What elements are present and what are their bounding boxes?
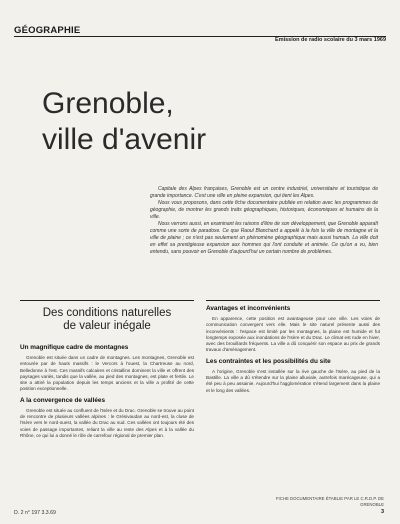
page-number: 3 xyxy=(380,509,384,515)
intro-paragraph: Nous verrons aussi, en examinant les raisons d'être de son développement, que Grenoble apparaît comme une sorte de paradoxe. Ce que Raoul Blanchard a appelé à la fois la ville de montagne et la ville de plaine ; ce n'est pas seulement un phénomène géographique mais aussi humain. La ville doit en effet sa prestigieuse expansion aux hommes qui l'ont conduite et animée. Ce qu'on a vu, bien entendu, sans pouvoir en Grenoble d'aujourd'hui un certain nombre de problèmes. xyxy=(150,221,378,255)
footer-note: FICHE DOCUMENTAIRE ÉTABLIE PAR LE C.R.D.P. DE GRENOBLE xyxy=(275,496,384,507)
broadcast-note: Émission de radio scolaire du 3 mars 1969 xyxy=(275,37,386,43)
footer-reference: D. 2 n° 197 3.3.69 xyxy=(14,510,56,516)
column-rule xyxy=(20,300,194,301)
section-heading-line-2: de valeur inégale xyxy=(63,319,151,332)
body-paragraph: Grenoble est située au confluent de l'Isère et du Drac. Grenoble se trouve au point de rencontre de plusieurs vallées alpines : le Grésivaudan au nord-est, la cluse de l'Isère vers le nord-ouest, la vallée du Drac au sud. Ces vallées ont toujours été des voies de passage importantes, reliant la ville au reste des Alpes et à la vallée du Rhône, ce qui lui a donné le rôle de carrefour régional de premier plan. xyxy=(20,407,194,438)
body-paragraph: En apparence, cette position est avantageuse pour une ville. Les voies de communication convergent vers elle. Mais le site naturel présente aussi des inconvénients : l'espace est limité par les montagnes, la plaine est humide et fut longtemps exposée aux inondations de l'Isère et du Drac. Le climat est rude en hiver, avec des brouillards fréquents. La ville a dû conquérir son espace au prix de grands travaux d'aménagement. xyxy=(206,316,380,353)
intro-paragraph: Capitale des Alpes françaises, Grenoble est un centre industriel, universitaire et touristique de grande importance. C'est une ville en pleine expansion, qui tient les Alpes. xyxy=(150,186,378,199)
section-heading xyxy=(20,307,194,332)
sub-heading: Avantages et inconvénients xyxy=(206,305,291,312)
sub-heading: Les contraintes et les possibilités du site xyxy=(206,357,331,365)
sub-heading: A la convergence de vallées xyxy=(20,396,106,404)
title-line-2: ville d'avenir xyxy=(42,123,207,156)
body-paragraph: A l'origine, Grenoble s'est installée sur la rive gauche de l'Isère, au pied de la Bastille. La ville a dû s'étendre sur la plaine alluviale, autrefois marécageuse, qui a été peu à peu assainie. Aujourd'hui l'agglomération s'étend largement dans la plaine et le long des vallées. xyxy=(206,368,380,393)
left-column xyxy=(20,300,194,439)
intro-text xyxy=(150,186,378,256)
sub-heading: Un magnifique cadre de montagnes xyxy=(20,344,129,351)
title-line-1: Grenoble, xyxy=(42,87,174,120)
section-heading-line-1: Des conditions naturelles xyxy=(42,307,172,319)
intro-paragraph: Nous vous proposons, dans cette fiche documentaire publiée en relation avec les programmes de géographie, de montrer les grands traits géographiques, historiques, économiques et humains de la ville. xyxy=(150,200,378,220)
column-rule xyxy=(206,300,380,301)
section-label: GÉOGRAPHIE xyxy=(14,25,81,36)
right-column xyxy=(206,300,380,394)
page-title xyxy=(42,86,206,158)
body-paragraph: Grenoble est située dans un cadre de montagnes. Les montagnes, Grenoble est entourée par de hauts massifs : le Vercors à l'ouest, la Chartreuse au nord, Belledonne à l'est. Ces massifs calcaires et cristallins dominent la ville et offrent des paysages variés, tandis que la vallée, au pied des montagnes, est plate et fertile. Le site a attiré la population depuis les temps anciens et la ville a profité de cette position exceptionnelle. xyxy=(20,355,194,392)
